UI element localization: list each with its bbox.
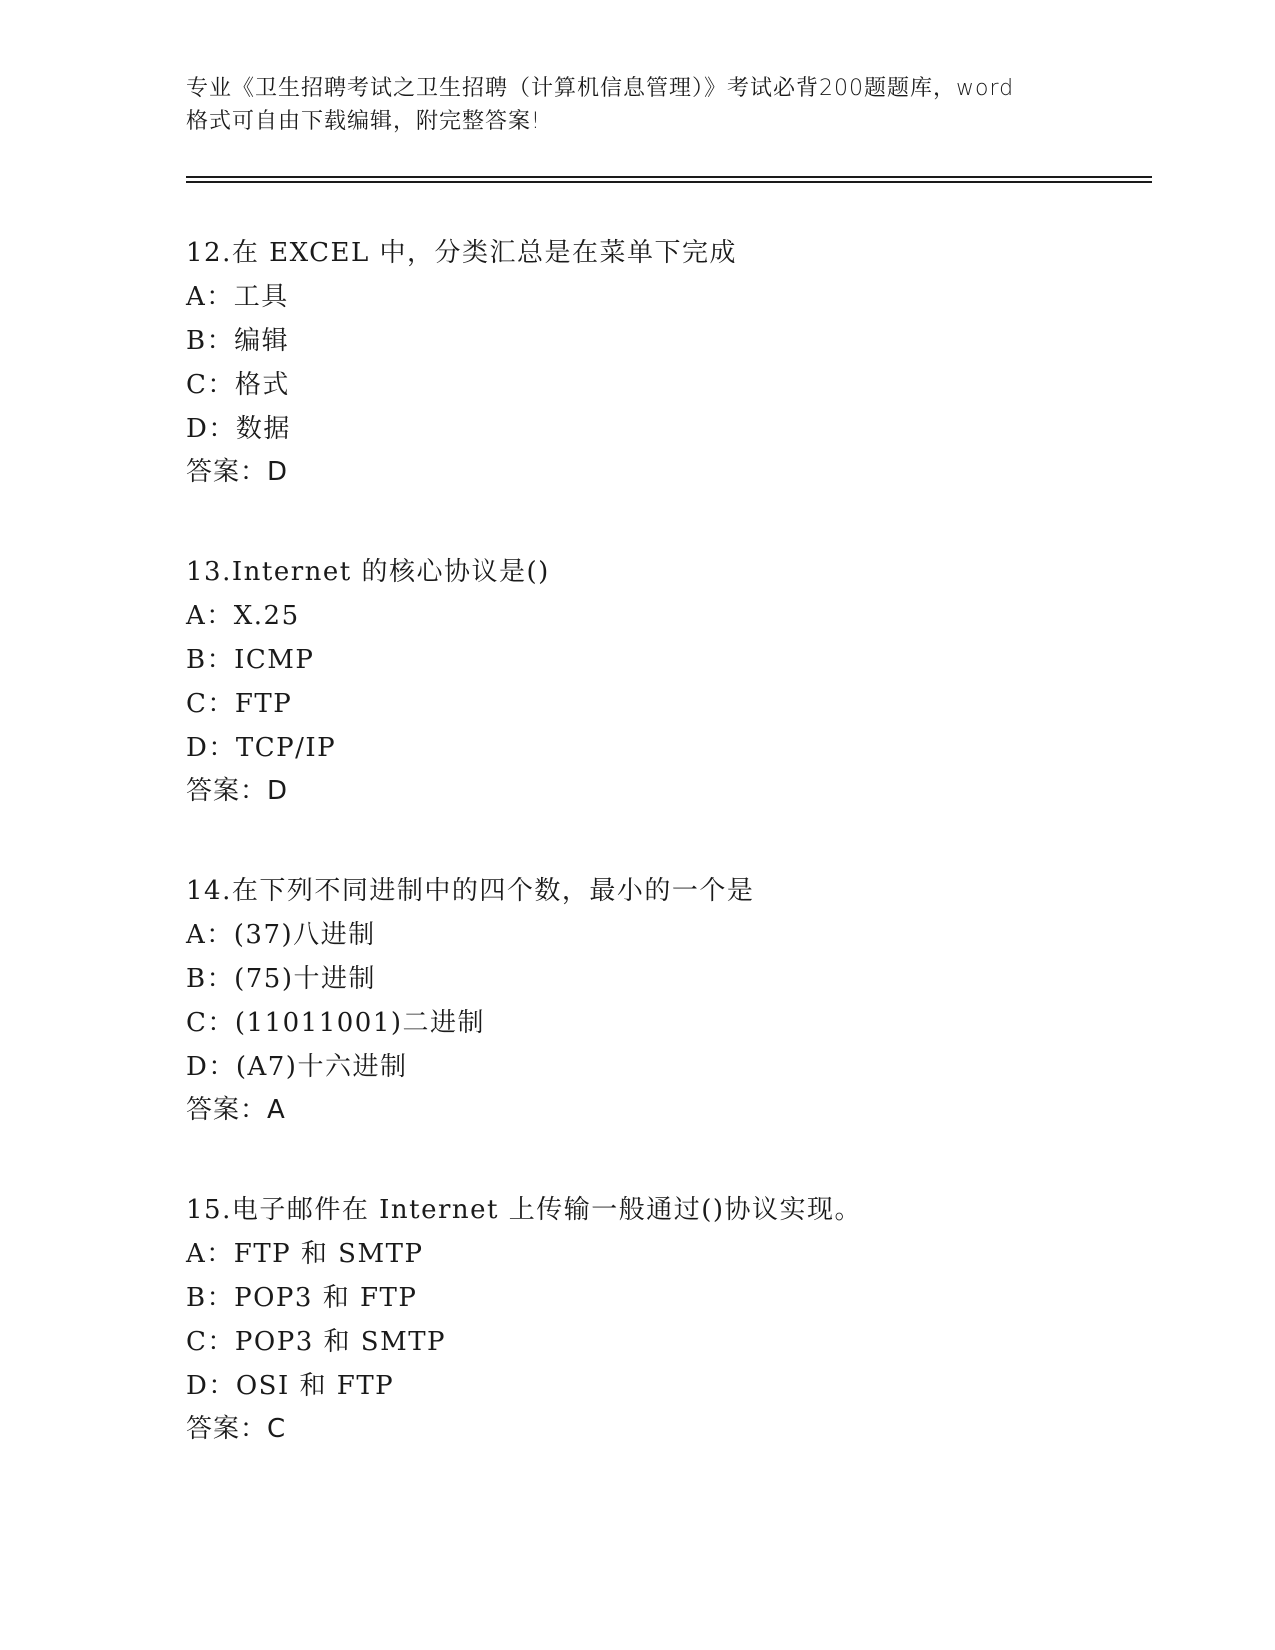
option-c: C：格式 bbox=[186, 370, 290, 400]
option-b: B：(75)十进制 bbox=[186, 964, 376, 994]
question-stem: 14.在下列不同进制中的四个数，最小的一个是 bbox=[186, 876, 755, 906]
answer: 答案：D bbox=[186, 776, 289, 806]
header-divider-bottom bbox=[186, 181, 1152, 183]
option-b: B：POP3 和 FTP bbox=[186, 1283, 418, 1313]
option-d: D：TCP/IP bbox=[186, 733, 337, 763]
header-divider-top bbox=[186, 176, 1152, 178]
answer: 答案：D bbox=[186, 457, 289, 487]
header-line-1: 专业《卫生招聘考试之卫生招聘（计算机信息管理）》考试必背200题题库，word bbox=[186, 76, 1015, 101]
option-c: C：POP3 和 SMTP bbox=[186, 1327, 447, 1357]
option-c: C：(11011001)二进制 bbox=[186, 1008, 486, 1038]
question-stem: 13.Internet 的核心协议是() bbox=[186, 557, 550, 587]
option-a: A：(37)八进制 bbox=[186, 920, 376, 950]
option-a: A：工具 bbox=[186, 282, 289, 312]
document-header bbox=[186, 72, 1086, 138]
option-a: A：X.25 bbox=[186, 601, 300, 631]
option-d: D：(A7)十六进制 bbox=[186, 1052, 408, 1082]
answer: 答案：A bbox=[186, 1095, 286, 1125]
option-d: D：数据 bbox=[186, 414, 291, 444]
header-line-2: 格式可自由下载编辑，附完整答案! bbox=[186, 109, 541, 134]
option-a: A：FTP 和 SMTP bbox=[186, 1239, 424, 1269]
answer: 答案：C bbox=[186, 1414, 287, 1444]
option-b: B：编辑 bbox=[186, 326, 290, 356]
question-stem: 15.电子邮件在 Internet 上传输一般通过()协议实现。 bbox=[186, 1195, 863, 1225]
option-c: C：FTP bbox=[186, 689, 293, 719]
option-b: B：ICMP bbox=[186, 645, 315, 675]
option-d: D：OSI 和 FTP bbox=[186, 1371, 395, 1401]
question-stem: 12.在 EXCEL 中，分类汇总是在菜单下完成 bbox=[186, 238, 738, 268]
